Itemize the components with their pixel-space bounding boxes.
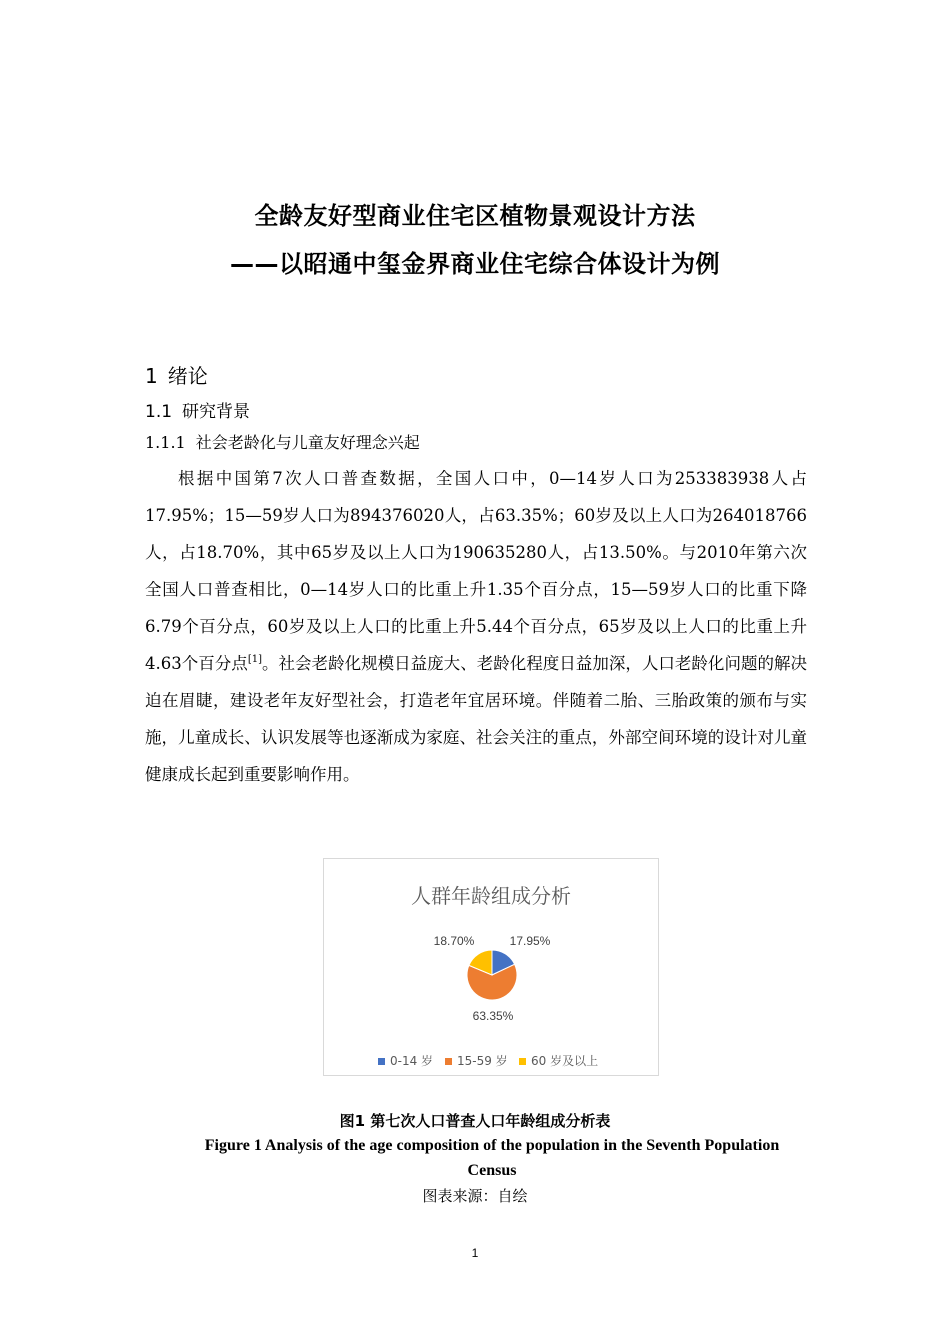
data-label-60-plus: 18.70% <box>433 934 475 948</box>
pie-chart <box>323 858 659 1076</box>
section-title: 绪论 <box>167 364 208 388</box>
body-paragraph <box>145 460 807 793</box>
figure-caption-en: Figure 1 Analysis of the age composition of the population in the Seventh Population Census <box>204 1137 780 1179</box>
data-label-0-14: 17.95% <box>509 934 551 948</box>
citation-ref[interactable]: [1] <box>247 654 262 665</box>
paper-title-line2: ——以昭通中玺金界商业住宅综合体设计为例 <box>230 250 720 278</box>
figure-caption-zh: 图1 第七次人口普查人口年龄组成分析表 <box>339 1112 611 1130</box>
legend-swatch-15-59 <box>445 1058 452 1065</box>
section-number: 1 <box>145 364 158 388</box>
section-heading-1-1 <box>145 397 250 422</box>
paragraph-text-part2: 。社会老龄化规模日益庞大、老龄化程度日益加深，人口老龄化问题的解决迫在眉睫，建设老年友好型社会，打造老年宜居环境。伴随着二胎、三胎政策的颁布与实施，儿童成长、认识发展等也逐渐成为家庭、社会关注的重点，外部空间环境的设计对儿童健康成长起到重要影响作用。 <box>145 654 808 784</box>
section-number: 1.1.1 <box>145 433 186 452</box>
legend-label-60-plus: 60 岁及以上 <box>531 1054 599 1068</box>
pie-chart-svg <box>324 859 658 1075</box>
section-title: 社会老龄化与儿童友好理念兴起 <box>195 433 420 452</box>
legend-label-15-59: 15-59 岁 <box>457 1054 508 1068</box>
data-label-15-59: 63.35% <box>472 1009 514 1023</box>
paragraph-text-part1: 根据中国第7次人口普查数据，全国人口中，0—14岁人口为253383938人占17.95%；15—59岁人口为894376020人，占63.35%；60岁及以上人口为264018766人，占18.70%，其中65岁及以上人口为190635280人，占13.50%。与2010年第六次全国人口普查相比，0—14岁人口的比重上升1.35个百分点，15—59岁人口的比重下降6.79个百分点，60岁及以上人口的比重上升5.44个百分点，65岁及以上人口的比重上升4.63个百分点 <box>145 469 807 673</box>
chart-legend <box>378 1053 598 1068</box>
chart-title: 人群年龄组成分析 <box>411 884 571 908</box>
legend-label-0-14: 0-14 岁 <box>390 1054 434 1068</box>
page-number: 1 <box>471 1246 479 1260</box>
paper-title-line1: 全龄友好型商业住宅区植物景观设计方法 <box>254 202 696 230</box>
section-title: 研究背景 <box>182 402 251 422</box>
section-number: 1.1 <box>145 402 173 422</box>
legend-swatch-60-plus <box>519 1058 526 1065</box>
figure-source: 图表来源：自绘 <box>422 1187 528 1205</box>
section-heading-1-1-1 <box>145 430 420 453</box>
legend-swatch-0-14 <box>378 1058 385 1065</box>
section-heading-1 <box>145 360 208 389</box>
